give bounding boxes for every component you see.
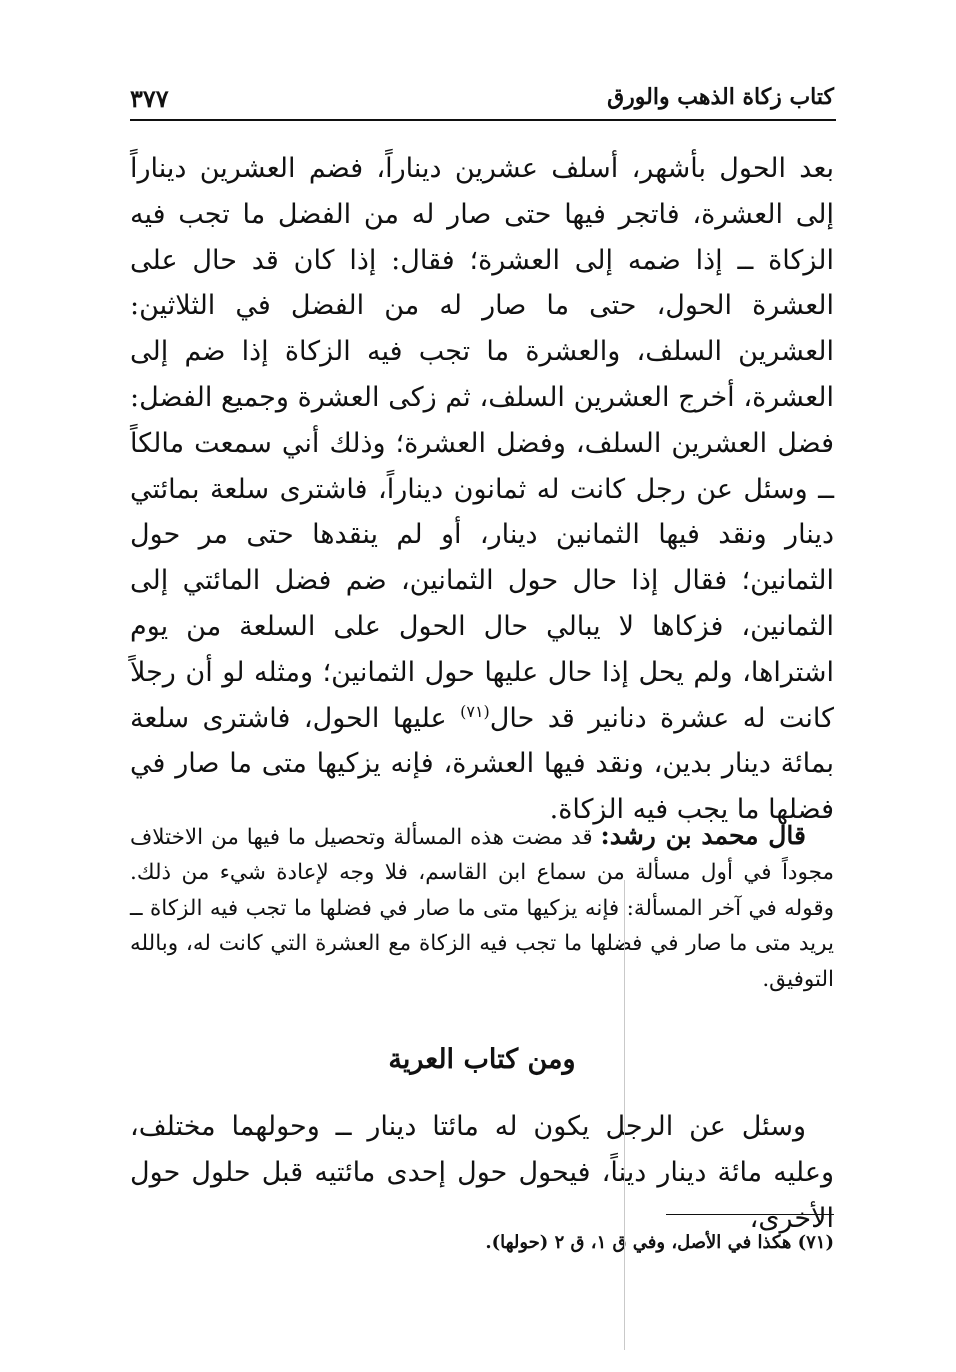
footnote-reference: (٧١) — [460, 701, 490, 721]
main-paragraph — [130, 146, 834, 833]
header-rule — [130, 119, 836, 121]
page-number: ٣٧٧ — [130, 84, 169, 113]
page-header — [130, 78, 834, 118]
section-heading: ومن كتاب العرية — [388, 1044, 576, 1075]
main-text-part2: عليها الحول، فاشترى سلعة بمائة دينار بدين، ونقد فيها العشرة، فإنه يزكيها متى ما صار في فضلها ما يجب فيه الزكاة. — [130, 702, 834, 826]
section-paragraph: وسئل عن الرجل يكون له مائتا دينار ــ وحولهما مختلف، وعليه مائة دينار ديناً، فيحول حول إحدى مائتيه قبل حلول حول الأخرى، — [130, 1111, 834, 1234]
scan-fold-line — [624, 880, 625, 1350]
commentary-block — [130, 818, 834, 997]
commentary-text: قد مضت هذه المسألة وتحصيل ما فيها من الاختلاف مجوداً في أول مسألة من سماع ابن القاسم، فلا وجه لإعادة شيء من ذلك. وقوله في آخر المسألة: فإنه يزكيها متى ما صار في فضلها ما تجب فيه الزكاة ــ يريد متى ما صار في فضلها ما تجب فيه الزكاة مع العشرة التي كانت له، وبالله التوفيق. — [130, 825, 834, 992]
footnote-separator — [666, 1214, 834, 1215]
footnote: (٧١) هكذا في الأصل، وفي ق ١، ق ٢ (حولها). — [485, 1232, 834, 1253]
commentary-paragraph — [130, 818, 834, 997]
commentary-speaker: قال محمد بن رشد: — [600, 821, 806, 850]
main-text-part1: بعد الحول بأشهر، أسلف عشرين ديناراً، فضم العشرين ديناراً إلى العشرة، فاتجر فيها حتى صار له من الفضل ما تجب فيه الزكاة ــ إذا ضمه إلى العشرة؛ فقال: إذا كان قد حال على العشرة الحول، حتى ما صار له من الفضل في الثلاثين: العشرين السلف، والعشرة ما تجب فيه الزكاة إذا ضم إلى العشرة، أخرج العشرين السلف، ثم زكى العشرة وجميع الفضل: فضل العشرين السلف، وفضل العشرة؛ وذلك أني سمعت مالكاً ــ وسئل عن رجل كانت له ثمانون ديناراً، فاشترى سلعة بمائتي دينار ونقد فيها الثمانين دينار، أو لم ينقدها حتى مر حول الثمانين؛ فقال إذا حال حول الثمانين، ضم فضل المائتي إلى الثمانين، فزكاها لا يبالي حال الحول على السلعة من يوم اشتراها، ولم يحل إذا حال عليها حول الثمانين؛ ومثله لو أن رجلاً كانت له عشرة دنانير قد حال — [130, 153, 834, 734]
section-text-block — [130, 1104, 834, 1242]
running-title: كتاب زكاة الذهب والورق — [607, 84, 834, 110]
main-text — [130, 146, 834, 833]
